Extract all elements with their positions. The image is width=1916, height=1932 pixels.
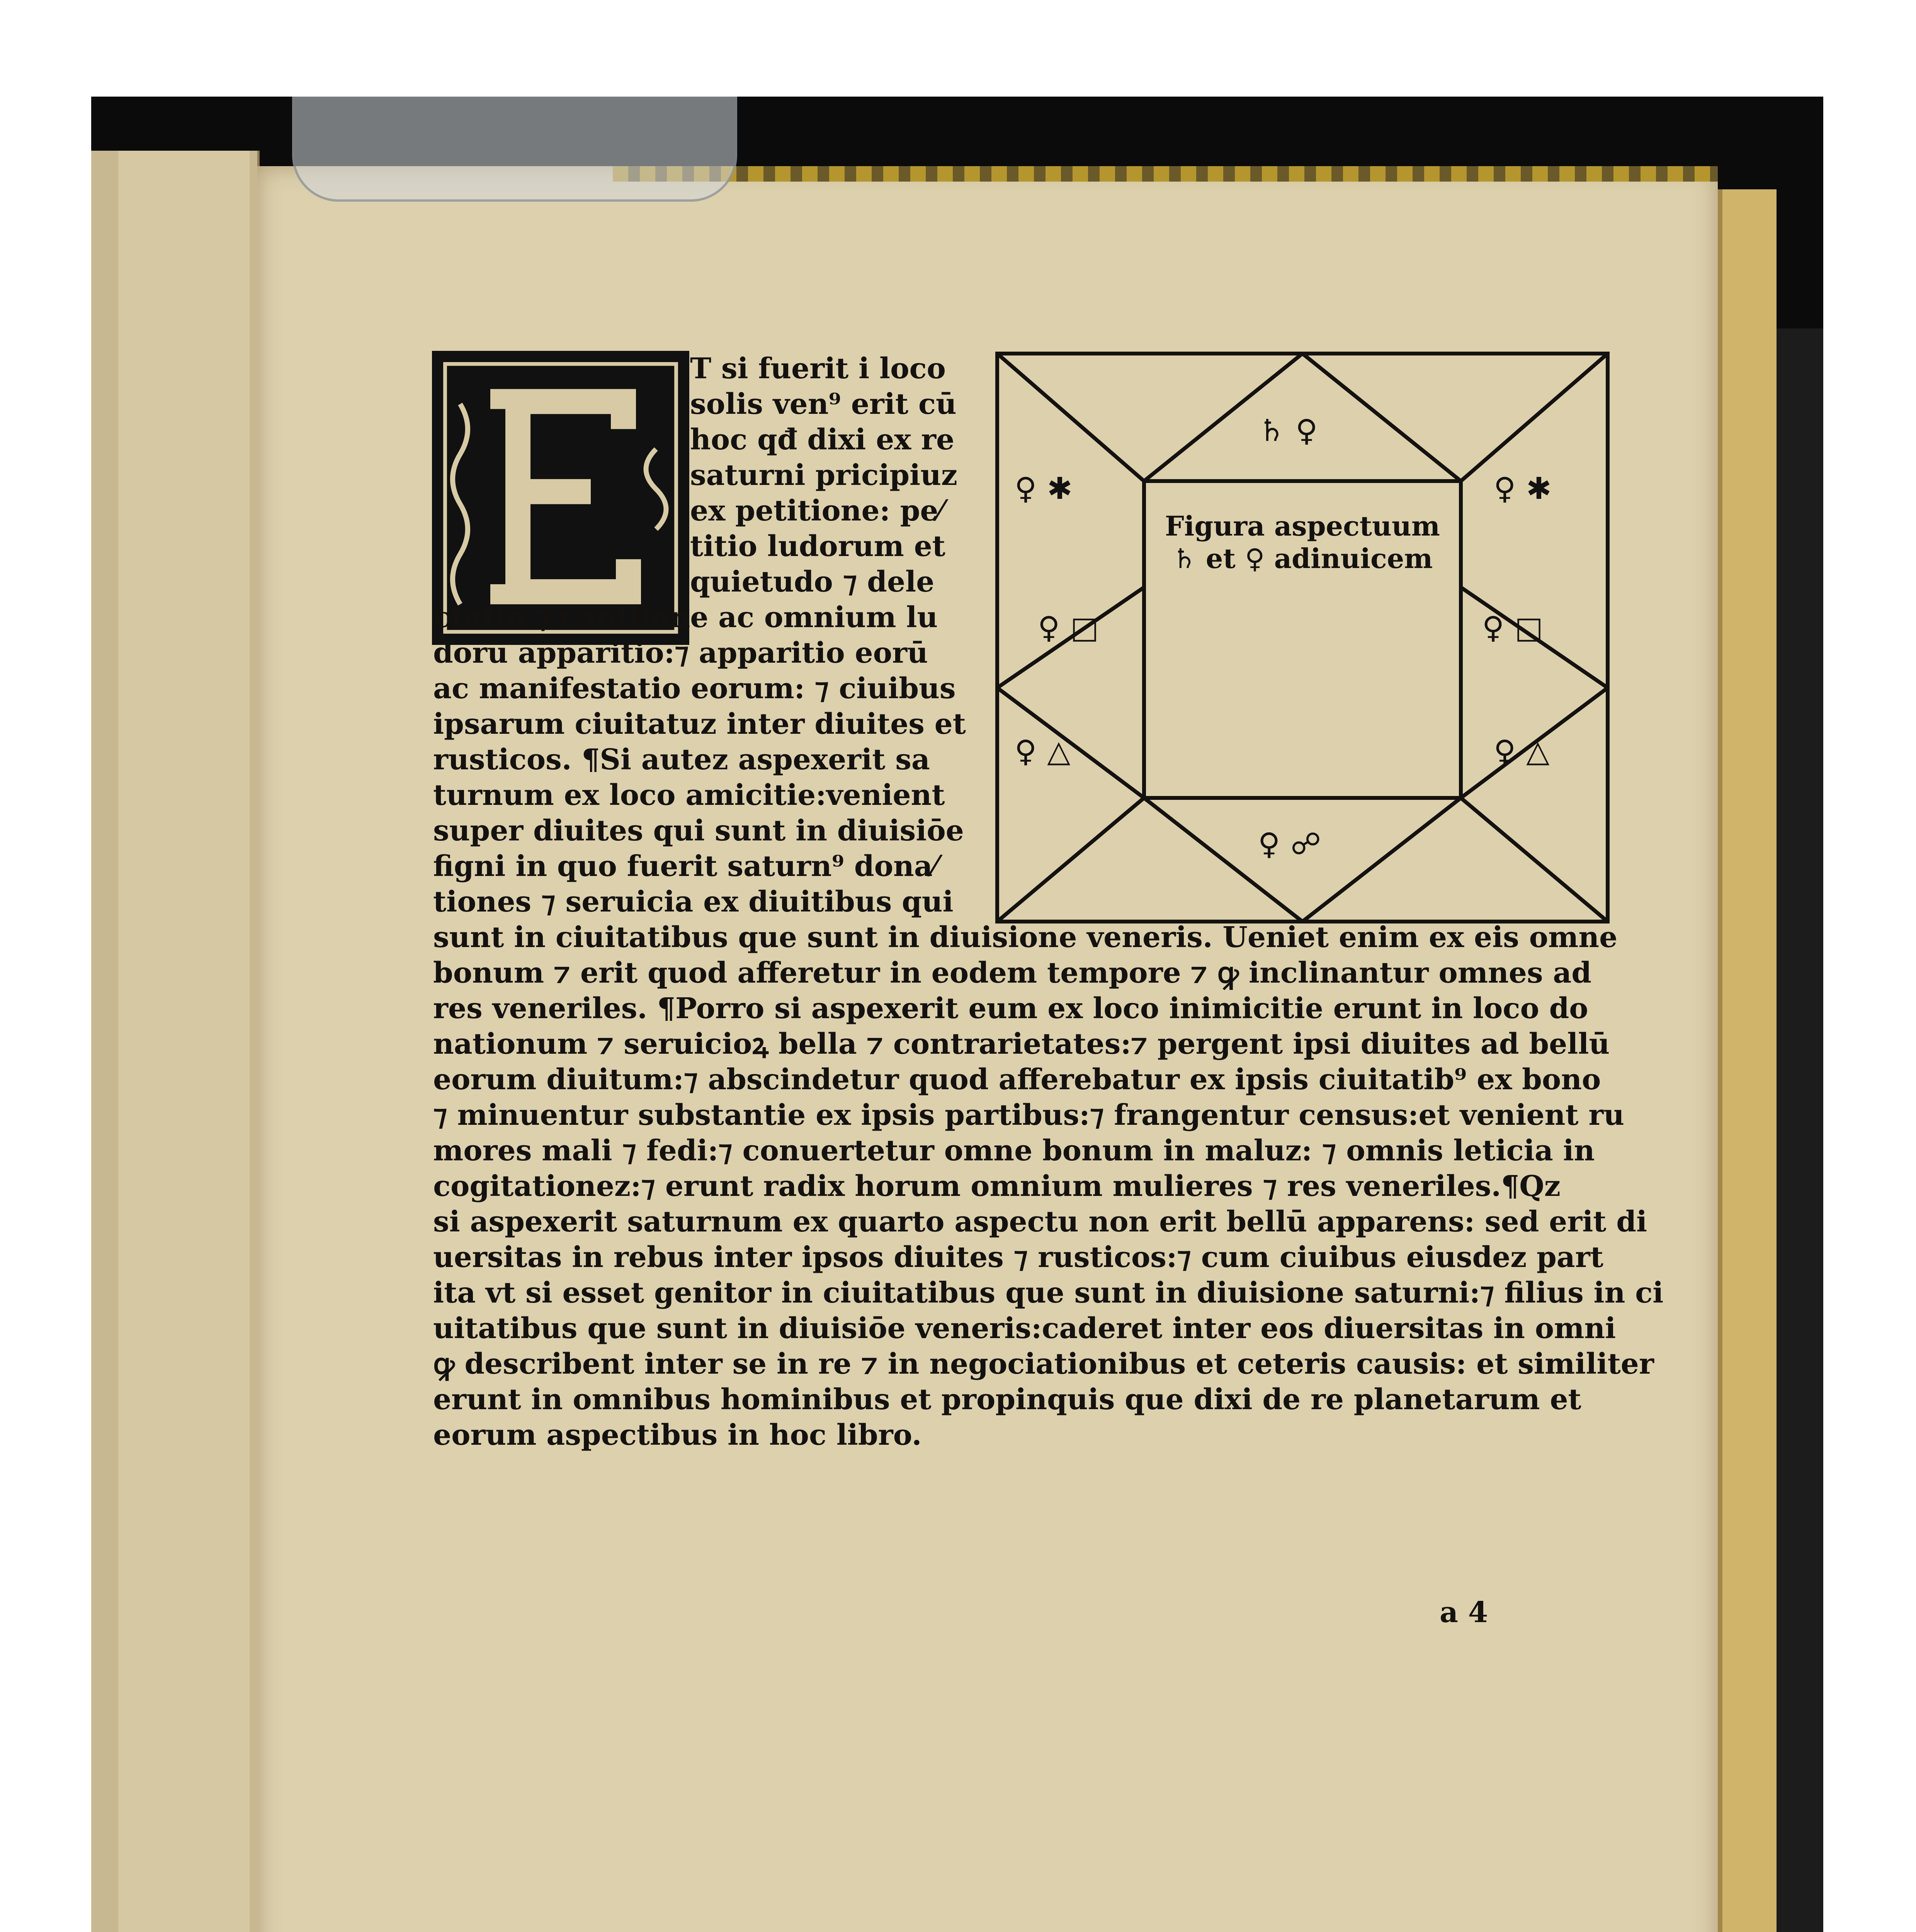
text-line: eorum diuitum:⁊ abscindetur quod afferebatur ex ipsis ciuitatib⁹ ex bono	[433, 1063, 1601, 1096]
text-line: sunt in ciuitatibus que sunt in diuisione veneris. Ueniet enim ex eis omne	[433, 921, 1618, 954]
text-line: figni in quo fuerit saturn⁹ dona⁄	[433, 850, 938, 883]
text-line: cogitationez:⁊ erunt radix horum omnium mulieres ⁊ res veneriles.¶Qz	[433, 1170, 1561, 1203]
text-line: titio ludorum et	[690, 530, 945, 563]
text-line: tiones ⁊ seruicia ex diuitibus qui	[433, 885, 954, 918]
text-line: ipsarum ciuitatuz inter diuites et	[433, 707, 966, 741]
text-line: ex petitione: pe⁄	[690, 494, 943, 527]
figure-left-label: ♀ △	[1015, 734, 1071, 769]
text-line: nationum ⁊ seruicioꝝ bella ⁊ contrarietates:⁊ pergent ipsi diuites ad bellū	[433, 1027, 1610, 1061]
text-line: ita vt si esset genitor in ciuitatibus que sunt in diuisione saturni:⁊ filius in ci	[433, 1276, 1664, 1310]
figure-right-label: ♀ △	[1494, 734, 1550, 769]
text-line: si aspexerit saturnum ex quarto aspectu non erit bellū apparens: sed erit di	[433, 1205, 1647, 1238]
figure-bottom-label: ♀ ☍	[1258, 827, 1321, 862]
text-line: ⁊ minuentur substantie ex ipsis partibus:⁊ frangentur census:et venient ru	[433, 1099, 1625, 1132]
page-fore-edge	[1718, 189, 1777, 1932]
text-line: ac manifestatio eorum: ⁊ ciuibus	[433, 672, 956, 705]
scan-frame	[91, 97, 1823, 1932]
text-line: mores mali ⁊ fedi:⁊ conuertetur omne bonum in maluz: ⁊ omnis leticia in	[433, 1134, 1595, 1167]
text-line: turnum ex loco amicitie:venient	[433, 779, 945, 812]
figure-left-label: ♀ □	[1038, 611, 1099, 645]
text-line: bonum ⁊ erit quod afferetur in eodem tempore ⁊ ꝙ inclinantur omnes ad	[433, 956, 1592, 990]
text-line: dorū apparitio:⁊ apparitio eorū	[433, 636, 928, 670]
facing-page-edge	[91, 151, 260, 1932]
figure-right-label: ♀ □	[1482, 611, 1543, 645]
signature-mark: a 4	[1440, 1596, 1488, 1629]
figure-title-line: Figura aspectuum	[1165, 510, 1440, 542]
text-line: ctatio ⁊ cantilene ac omnium lu	[433, 601, 938, 634]
aspect-figure	[991, 348, 1613, 927]
figure-right-label: ♀ ✱	[1494, 471, 1552, 506]
text-line: super diuites qui sunt in diuisiōe	[433, 814, 964, 847]
text-line: erunt in omnibus hominibus et propinquis que dixi de re planetarum et	[433, 1383, 1581, 1416]
text-line: eorum aspectibus in hoc libro.	[433, 1418, 922, 1452]
text-line: T si fuerit i loco	[690, 352, 946, 385]
figure-title	[1154, 510, 1451, 575]
text-line: uitatibus que sunt in diuisiōe veneris:caderet inter eos diuersitas in omni	[433, 1312, 1616, 1345]
text-line: quietudo ⁊ dele	[690, 565, 935, 599]
gilt-edge	[613, 166, 1718, 182]
text-line: res veneriles. ¶Porro si aspexerit eum ex loco inimicitie erunt in loco do	[433, 992, 1588, 1025]
figure-left-label: ♀ ✱	[1015, 471, 1073, 506]
text-line: solis ven⁹ erit cū	[690, 388, 957, 421]
book-clip-top	[292, 97, 737, 202]
text-line: ꝙ describent inter se in re ⁊ in negociationibus et ceteris causis: et similiter	[433, 1347, 1654, 1381]
text-line: uersitas in rebus inter ipsos diuites ⁊ rusticos:⁊ cum ciuibus eiusdez part	[433, 1241, 1603, 1274]
figure-top-label: ♄ ♀	[1258, 413, 1318, 448]
text-line: saturni pricipiuz	[690, 459, 957, 492]
printed-page	[257, 166, 1718, 1932]
text-line: rusticos. ¶Si autez aspexerit sa	[433, 743, 930, 776]
text-line: hoc qđ dixi ex re	[690, 423, 955, 456]
figure-title-line: ♄ et ♀ adinuicem	[1172, 543, 1433, 575]
